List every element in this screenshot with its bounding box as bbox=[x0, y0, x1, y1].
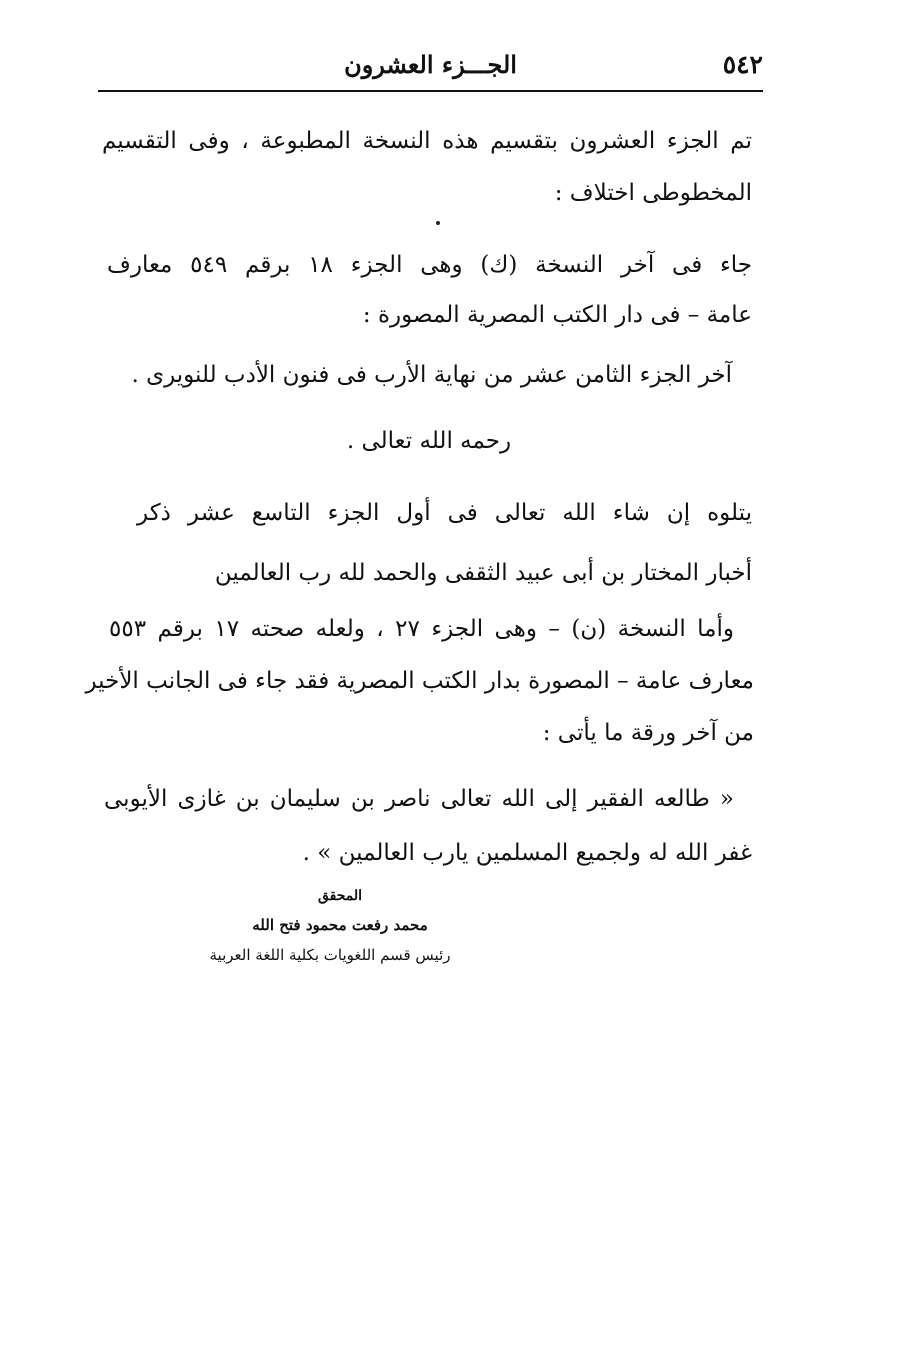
paragraph-4-line-1: رحمه الله تعالى . bbox=[346, 428, 512, 454]
page-number: ٥٤٢ bbox=[722, 50, 763, 79]
paragraph-6-line-2: معارف عامة – المصورة بدار الكتب المصرية فقد جاء فى الجانب الأخير bbox=[85, 668, 754, 694]
ink-speck bbox=[436, 221, 440, 225]
signature-name: محمد رفعت محمود فتح الله bbox=[252, 916, 428, 934]
paragraph-7-line-2: غفر الله له ولجميع المسلمين يارب العالمين » . bbox=[302, 840, 752, 866]
paragraph-1-line-1: تم الجزء العشرون بتقسيم هذه النسخة المطبوعة ، وفى التقسيم bbox=[102, 128, 752, 154]
paragraph-7-line-1: « طالعه الفقير إلى الله تعالى ناصر بن سليمان بن غازى الأيوبى bbox=[104, 786, 734, 812]
paragraph-6-line-1: وأما النسخة (ن) – وهى الجزء ٢٧ ، ولعله صحته ١٧ برقم ٥٥٣ bbox=[109, 616, 734, 642]
paragraph-3-line-1: آخر الجزء الثامن عشر من نهاية الأرب فى فنون الأدب للنويرى . bbox=[131, 362, 732, 388]
paragraph-2-line-1: جاء فى آخر النسخة (ك) وهى الجزء ١٨ برقم ٥٤٩ معارف bbox=[107, 252, 753, 278]
paragraph-6-line-3: من آخر ورقة ما يأتى : bbox=[542, 720, 754, 746]
page-header bbox=[98, 40, 763, 92]
signature-role: المحقق bbox=[317, 888, 363, 904]
running-title: الجـــزء العشرون bbox=[344, 50, 517, 79]
paragraph-1-line-2: المخطوطى اختلاف : bbox=[554, 180, 752, 206]
paragraph-2-line-2: عامة – فى دار الكتب المصرية المصورة : bbox=[362, 302, 752, 328]
signature-title: رئيس قسم اللغويات بكلية اللغة العربية bbox=[209, 946, 451, 964]
paragraph-5-line-2: أخبار المختار بن أبى عبيد الثقفى والحمد لله رب العالمين bbox=[214, 560, 752, 586]
header-rule bbox=[98, 90, 763, 92]
paragraph-5-line-1: يتلوه إن شاء الله تعالى فى أول الجزء التاسع عشر ذكر bbox=[137, 500, 752, 526]
